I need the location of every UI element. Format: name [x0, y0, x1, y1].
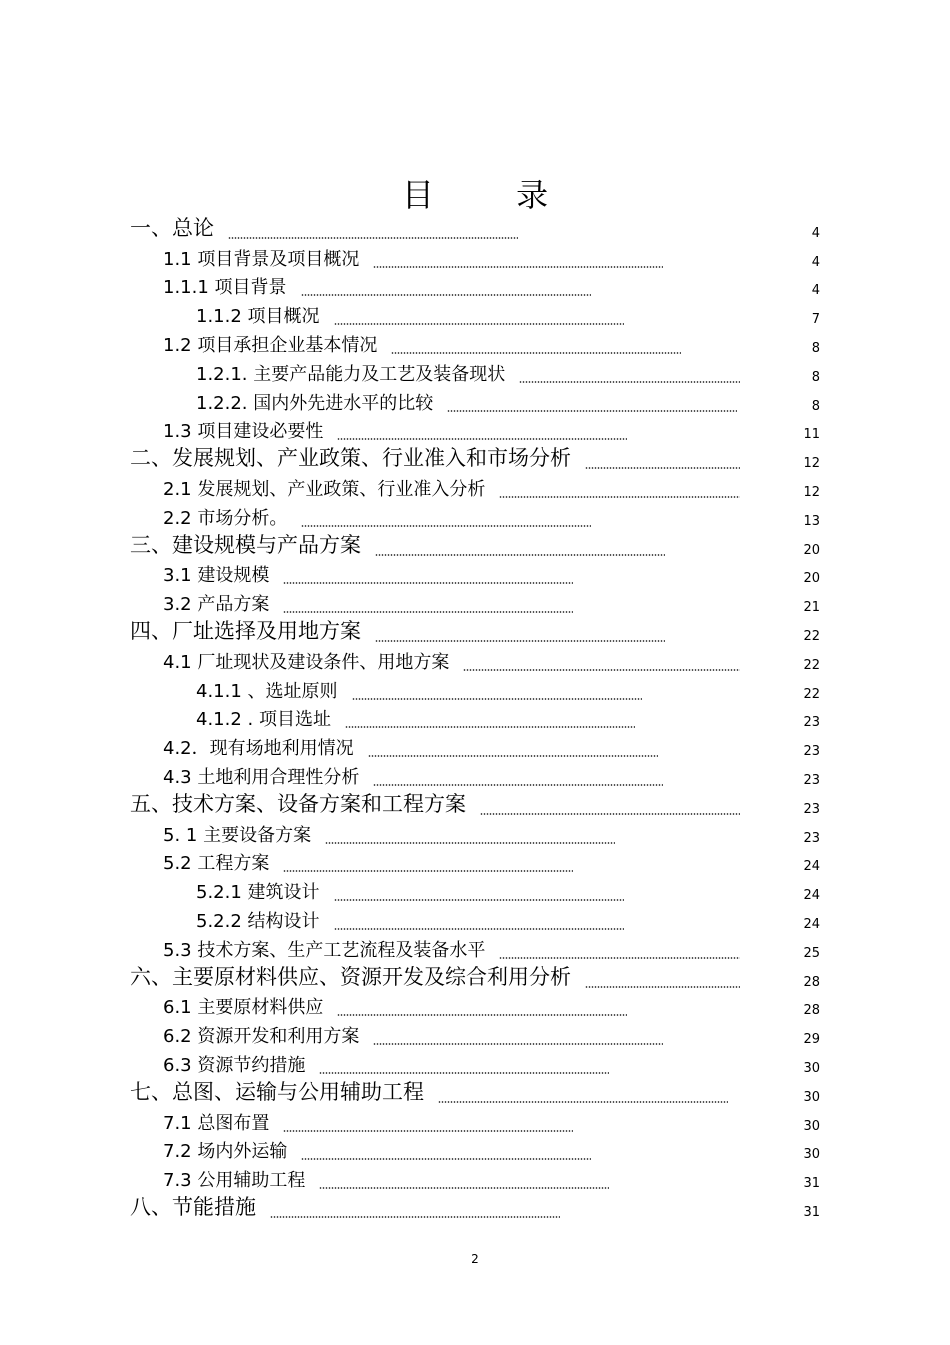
toc-entry-page: 22 [803, 686, 820, 702]
toc-entry-page: 11 [803, 427, 820, 443]
toc-leader-dots [375, 640, 665, 642]
toc-entry-page: 30 [803, 1060, 820, 1076]
toc-entry-page: 30 [803, 1147, 820, 1163]
toc-entry-page: 28 [803, 1003, 820, 1019]
toc-entry-page: 23 [803, 801, 820, 817]
toc-leader-dots [337, 438, 627, 440]
toc-leader-dots [499, 496, 740, 498]
toc-entry-page: 20 [803, 571, 820, 587]
toc-entry-label: 7.1 总图布置 [163, 1112, 270, 1134]
toc-leader-dots [319, 1187, 609, 1189]
toc-entry-page: 24 [803, 859, 820, 875]
toc-entry-label: 1.1.1 项目背景 [163, 277, 287, 299]
toc-entry-page: 31 [803, 1204, 820, 1220]
toc-entry[interactable] [0, 907, 950, 936]
toc-entry-label: 2.1 发展规划、产业政策、行业准入分析 [163, 478, 486, 500]
toc-entry-label: 四、厂址选择及用地方案 [130, 618, 361, 643]
toc-leader-dots [391, 352, 681, 354]
toc-entry-page: 30 [803, 1089, 820, 1105]
toc-entry[interactable] [0, 850, 950, 879]
toc-entry-page: 21 [803, 600, 820, 616]
toc-entry-page: 22 [803, 657, 820, 673]
toc-entry-page: 23 [803, 744, 820, 760]
toc-entry-page: 4 [811, 225, 820, 241]
toc-entry-label: 七、总图、运输与公用辅助工程 [130, 1079, 424, 1104]
toc-leader-dots [270, 1216, 560, 1218]
toc-entry-page: 23 [803, 715, 820, 731]
toc-entry-label: 1.3 项目建设必要性 [163, 421, 324, 443]
toc-entry-label: 二、发展规划、产业政策、行业准入和市场分析 [130, 446, 571, 471]
toc-leader-dots [480, 813, 740, 815]
toc-leader-dots [373, 266, 663, 268]
toc-leader-dots [334, 928, 624, 930]
toc-entry-page: 8 [811, 369, 820, 385]
toc-entry-page: 12 [803, 484, 820, 500]
toc-entry-page: 30 [803, 1118, 820, 1134]
toc-entry[interactable] [0, 475, 950, 504]
toc-leader-dots [585, 986, 740, 988]
toc-entry[interactable] [0, 1109, 950, 1138]
toc-entry-label: 1.1.2 项目概况 [196, 306, 320, 328]
toc-entry-label: 5.2.1 建筑设计 [196, 882, 320, 904]
toc-entry-page: 8 [811, 340, 820, 356]
toc-leader-dots [447, 410, 737, 412]
toc-entry-label: 4.1.2 . 项目选址 [196, 709, 331, 731]
toc-leader-dots [345, 726, 635, 728]
toc-entry[interactable] [0, 706, 950, 735]
toc-entry-page: 31 [803, 1176, 820, 1192]
table-of-contents [0, 216, 950, 1224]
toc-entry[interactable] [0, 734, 950, 763]
toc-entry[interactable] [0, 562, 950, 591]
toc-leader-dots [283, 1130, 573, 1132]
toc-entry-label: 3.1 建设规模 [163, 565, 270, 587]
toc-entry-label: 5. 1 主要设备方案 [163, 824, 312, 846]
toc-entry[interactable] [0, 965, 950, 994]
toc-leader-dots [438, 1101, 728, 1103]
toc-leader-dots [325, 842, 615, 844]
toc-leader-dots [337, 1014, 627, 1016]
toc-entry-label: 6.1 主要原材料供应 [163, 997, 324, 1019]
toc-entry-label: 4.3 土地利用合理性分析 [163, 766, 360, 788]
toc-entry-page: 25 [803, 945, 820, 961]
toc-entry-page: 23 [803, 772, 820, 788]
toc-entry-page: 24 [803, 916, 820, 932]
toc-entry-label: 4.1.1 、选址原则 [196, 680, 338, 702]
toc-entry[interactable] [0, 274, 950, 303]
toc-entry[interactable] [0, 792, 950, 821]
toc-entry-page: 24 [803, 888, 820, 904]
toc-entry-label: 1.1 项目背景及项目概况 [163, 248, 360, 270]
toc-entry[interactable] [0, 821, 950, 850]
toc-leader-dots [368, 755, 658, 757]
toc-entry[interactable] [0, 245, 950, 274]
toc-entry[interactable] [0, 446, 950, 475]
toc-entry-page: 23 [803, 830, 820, 846]
toc-entry-label: 7.3 公用辅助工程 [163, 1170, 306, 1192]
toc-leader-dots [301, 525, 591, 527]
toc-entry-label: 5.3 技术方案、生产工艺流程及装备水平 [163, 939, 486, 961]
toc-entry-page: 28 [803, 974, 820, 990]
toc-entry-page: 8 [811, 398, 820, 414]
toc-leader-dots [283, 582, 573, 584]
toc-entry-label: 5.2.2 结构设计 [196, 910, 320, 932]
toc-entry-label: 三、建设规模与产品方案 [130, 532, 361, 557]
toc-entry[interactable] [0, 302, 950, 331]
toc-entry-page: 12 [803, 456, 820, 472]
toc-entry-page: 20 [803, 542, 820, 558]
toc-entry[interactable] [0, 331, 950, 360]
toc-entry-label: 2.2 市场分析。 [163, 507, 288, 529]
toc-entry-label: 八、节能措施 [130, 1194, 256, 1219]
toc-leader-dots [334, 323, 624, 325]
toc-entry[interactable] [0, 994, 950, 1023]
page-title: 目 录 [401, 176, 585, 214]
toc-leader-dots [283, 870, 573, 872]
toc-leader-dots [352, 698, 642, 700]
toc-entry-page: 29 [803, 1032, 820, 1048]
toc-entry-label: 六、主要原材料供应、资源开发及综合利用分析 [130, 964, 571, 989]
toc-leader-dots [519, 381, 740, 383]
toc-entry-label: 五、技术方案、设备方案和工程方案 [130, 791, 466, 816]
toc-leader-dots [301, 294, 591, 296]
toc-entry-label: 一、总论 [130, 215, 214, 240]
toc-leader-dots [375, 554, 665, 556]
toc-entry-label: 6.3 资源节约措施 [163, 1054, 306, 1076]
toc-entry[interactable] [0, 1080, 950, 1109]
toc-leader-dots [373, 784, 663, 786]
toc-leader-dots [228, 237, 518, 239]
toc-entry-label: 4.1 厂址现状及建设条件、用地方案 [163, 651, 450, 673]
toc-entry-label: 5.2 工程方案 [163, 853, 270, 875]
toc-entry-label: 6.2 资源开发和利用方案 [163, 1026, 360, 1048]
toc-entry[interactable] [0, 389, 950, 418]
toc-entry[interactable] [0, 1138, 950, 1167]
toc-entry[interactable] [0, 1195, 950, 1224]
toc-leader-dots [373, 1043, 663, 1045]
toc-entry[interactable] [0, 1022, 950, 1051]
toc-entry-label: 1.2 项目承担企业基本情况 [163, 334, 378, 356]
toc-leader-dots [319, 1072, 609, 1074]
toc-leader-dots [334, 899, 624, 901]
toc-leader-dots [463, 669, 740, 671]
toc-entry-page: 7 [811, 312, 820, 328]
toc-entry[interactable] [0, 619, 950, 648]
toc-leader-dots [283, 611, 573, 613]
toc-entry[interactable] [0, 878, 950, 907]
toc-entry-page: 22 [803, 628, 820, 644]
toc-entry-label: 3.2 产品方案 [163, 594, 270, 616]
toc-entry-label: 1.2.2. 国内外先进水平的比较 [196, 392, 434, 414]
toc-entry[interactable] [0, 216, 950, 245]
toc-entry[interactable] [0, 360, 950, 389]
toc-entry-label: 4.2．现有场地利用情况 [163, 738, 354, 760]
toc-entry-page: 13 [803, 513, 820, 529]
toc-entry[interactable] [0, 648, 950, 677]
toc-entry[interactable] [0, 677, 950, 706]
toc-leader-dots [301, 1158, 591, 1160]
toc-leader-dots [585, 467, 740, 469]
toc-entry-page: 4 [811, 283, 820, 299]
toc-entry-label: 7.2 场内外运输 [163, 1141, 288, 1163]
toc-entry[interactable] [0, 533, 950, 562]
page-number: 2 [471, 1252, 479, 1266]
toc-leader-dots [499, 957, 740, 959]
toc-entry-label: 1.2.1. 主要产品能力及工艺及装备现状 [196, 363, 506, 385]
toc-entry-page: 4 [811, 254, 820, 270]
